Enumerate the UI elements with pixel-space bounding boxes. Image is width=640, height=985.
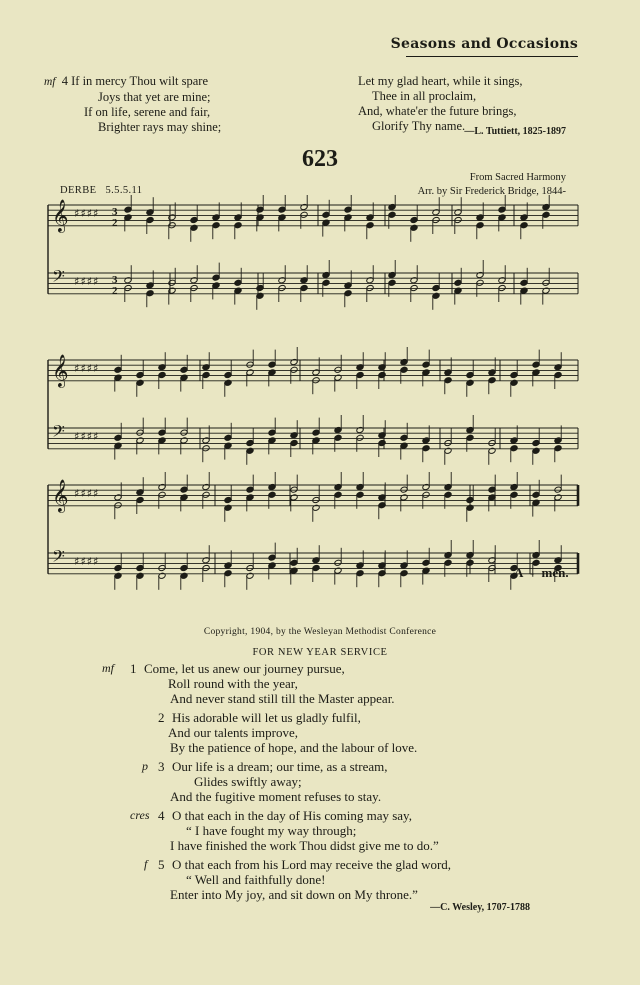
key-signature: ♯♯♯♯ [74,275,100,288]
verse-line: If on life, serene and fair, [84,105,211,119]
tune-meter: 5.5.5.11 [105,185,143,196]
stanza-line: His adorable will let us gladly fulfil, [172,710,361,725]
bass-clef: 𝄢 [52,421,65,445]
key-signature: ♯♯♯♯ [74,362,100,375]
section-title: Seasons and Occasions [390,36,578,52]
hymn-number: 623 [302,146,338,172]
key-signature: ♯♯♯♯ [74,487,100,500]
stanza-number: 3 [158,759,165,774]
dynamic-mark: cres [130,808,150,822]
tune-name: DERBE [60,185,97,196]
source-line: From Sacred Harmony [469,172,566,183]
copyright: Copyright, 1904, by the Wesleyan Methodist Conference [203,627,437,637]
arranger-line: Arr. by Sir Frederick Bridge, 1844- [417,186,566,197]
dynamic-mark: f [144,857,148,871]
occasion-title: FOR NEW YEAR SERVICE [252,647,388,658]
treble-clef: 𝄞 [52,199,69,232]
dynamic-mark: p [142,759,148,773]
verse4-left [44,74,274,135]
stanza-line: Roll round with the year, [168,676,298,691]
header-rule [406,56,578,57]
verse-line: And, whate'er the future brings, [358,104,517,118]
stanza-number: 5 [158,857,165,872]
time-signature: 2 [112,217,118,229]
stanza-line: I have finished the work Thou didst give me to do.” [170,838,439,853]
verse-line: Glorify Thy name. [372,119,466,133]
bass-clef: 𝄢 [52,266,65,290]
dynamic-mark: mf [102,661,114,675]
stanza [128,710,548,755]
bass-clef: 𝄢 [52,546,65,570]
verse-line: Thee in all proclaim, [372,89,477,103]
verse-line: Brighter rays may shine; [98,120,222,134]
time-signature: 3 [112,206,118,218]
stanza-line: By the patience of hope, and the labour of love. [170,740,418,755]
time-signature: 2 [112,285,118,297]
time-signature: 3 [112,274,118,286]
stanza-line: O that each from his Lord may receive the glad word, [172,857,452,872]
key-signature: ♯♯♯♯ [74,207,100,220]
music-score [0,195,640,620]
treble-clef: 𝄞 [52,354,69,387]
treble-clef: 𝄞 [52,479,69,512]
stanza [128,759,548,804]
stanza-number: 4 [158,808,165,823]
verse-line: If in mercy Thou wilt spare [71,74,209,88]
stanza [102,661,548,706]
stanza-line: And never stand still till the Master appear. [170,691,395,706]
final-attribution: —C. Wesley, 1707-1788 [430,902,530,913]
stanza-line: Enter into My joy, and sit down on My throne.” [170,887,418,902]
verse-line: Joys that yet are mine; [98,90,211,104]
verse-line: Let my glad heart, while it sings, [358,74,523,88]
stanza-line: “ I have fought my way through; [186,823,357,838]
stanza-line: Glides swiftly away; [194,774,302,789]
verse4-right [358,74,588,134]
verse-number: 4 [61,74,68,88]
stanza-line: And the fugitive moment refuses to stay. [170,789,382,804]
key-signature: ♯♯♯♯ [74,430,100,443]
stanza [128,857,548,902]
dynamic-mark: mf [44,76,56,88]
stanza-line: O that each in the day of His coming may say, [172,808,412,823]
stanza-number: 1 [130,661,137,676]
verse4-attribution: —L. Tuttiett, 1825-1897 [464,126,566,137]
amen-text: A - men. [514,565,569,580]
stanza [128,808,548,853]
stanza-number: 2 [158,710,165,725]
stanza-line: Our life is a dream; our time, as a stream, [172,759,388,774]
stanza-line: And our talents improve, [168,725,298,740]
key-signature: ♯♯♯♯ [74,555,100,568]
stanza-line: Come, let us anew our journey pursue, [144,661,345,676]
stanza-line: “ Well and faithfully done! [186,872,326,887]
